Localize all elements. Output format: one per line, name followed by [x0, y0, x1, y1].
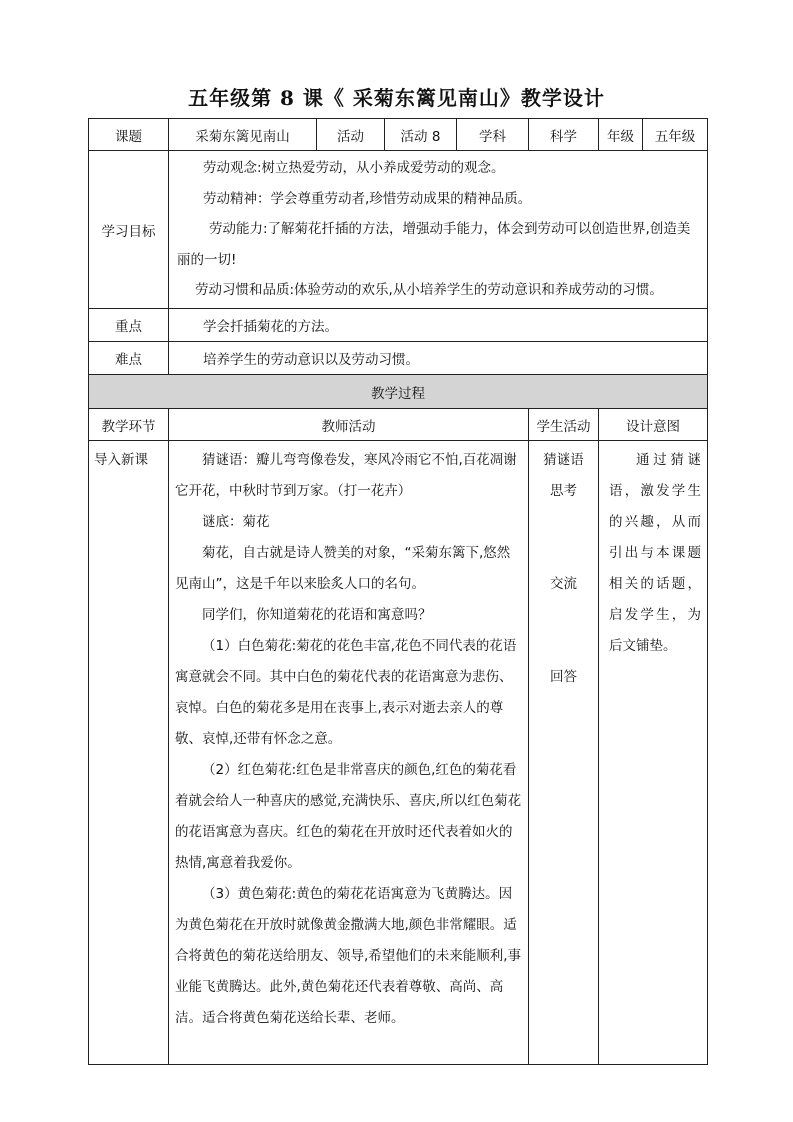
stage-cell	[89, 441, 169, 1065]
student-item: 猜谜语	[543, 452, 584, 468]
difficulty-label: 难点	[89, 342, 169, 375]
col-teacher-header: 教师活动	[169, 409, 529, 441]
teacher-activity-cell	[169, 441, 529, 1065]
difficulty-row	[89, 342, 708, 375]
objective-line: 劳动能力:了解菊花扦插的方法，增强动手能力，体会到劳动可以创造世界,创造美丽的一切!	[177, 221, 691, 268]
process-heading: 教学过程	[89, 375, 708, 409]
activity-value: 活动 8	[385, 119, 457, 151]
objective-line: 劳动观念:树立热爱劳动，从小养成爱劳动的观念。	[203, 160, 505, 176]
grade-value: 五年级	[643, 119, 708, 151]
col-intent-header: 设计意图	[599, 409, 708, 441]
grade-label: 年级	[599, 119, 643, 151]
teacher-paragraph: （1）白色菊花:菊花的花色丰富,花色不同代表的花语寓意就会不同。其中白色的菊花代表的花语寓意为悲伤、哀悼。白色的菊花多是用在丧事上,表示对逝去亲人的尊敬、哀悼,还带有怀念之意。	[175, 638, 517, 747]
lesson-value: 采菊东篱见南山	[169, 119, 317, 151]
stage-text: 导入新课	[94, 452, 148, 468]
design-intent-text: 通过猜谜语，激发学生的兴趣，从而引出与本课题相关的话题，启发学生，为后文铺垫。	[609, 452, 701, 654]
student-item: 交流	[550, 576, 577, 592]
col-stage-header: 教学环节	[89, 409, 169, 441]
subject-value: 科学	[529, 119, 599, 151]
key-point-label: 重点	[89, 309, 169, 342]
teacher-paragraph: 谜底：菊花	[202, 514, 270, 530]
objectives-row	[89, 151, 708, 309]
design-intent-cell	[599, 441, 708, 1065]
key-point-row	[89, 309, 708, 342]
col-student-header: 学生活动	[529, 409, 599, 441]
objective-line: 劳动习惯和品质:体验劳动的欢乐,从小培养学生的劳动意识和养成劳动的习惯。	[195, 282, 663, 298]
student-activity-cell	[529, 441, 599, 1065]
objective-line: 劳动精神：学会尊重劳动者,珍惜劳动成果的精神品质。	[203, 190, 532, 207]
teacher-paragraph: （2）红色菊花:红色是非常喜庆的颜色,红色的菊花看着就会给人一种喜庆的感觉,充满快乐、喜庆,所以红色菊花的花语寓意为喜庆。红色的菊花在开放时还代表着如火的热情,寓意着我爱你。	[175, 762, 522, 871]
teacher-paragraph: 同学们，你知道菊花的花语和寓意吗？	[202, 607, 432, 623]
student-item: 思考	[550, 483, 577, 499]
difficulty-text: 培养学生的劳动意识以及劳动习惯。	[169, 342, 708, 375]
process-columns-row	[89, 409, 708, 441]
process-heading-row	[89, 375, 708, 409]
page-title: 五年级第 8 课《 采菊东篱见南山》教学设计	[188, 86, 605, 110]
teacher-paragraph: （3）黄色菊花:黄色的菊花花语寓意为飞黄腾达。因为黄色菊花在开放时就像黄金撒满大地,颜色非常耀眼。适合将黄色的菊花送给朋友、领导,希望他们的未来能顺利,事业能飞黄腾达。此外,黄色菊花还代表着尊敬、高尚、高洁。适合将黄色菊花送给长辈、老师。	[175, 886, 522, 1026]
teacher-paragraph: 猜谜语：瓣儿弯弯像卷发，寒风冷雨它不怕,百花凋谢它开花，中秋时节到万家。（打一花卉）	[175, 452, 517, 499]
process-row	[89, 441, 708, 1065]
subject-label: 学科	[457, 119, 529, 151]
student-item: 回答	[550, 669, 577, 685]
activity-label: 活动	[317, 119, 385, 151]
key-point-text: 学会扦插菊花的方法。	[169, 309, 708, 342]
header-row	[89, 119, 708, 151]
lesson-plan-table	[88, 118, 708, 1065]
objectives-content	[169, 151, 708, 309]
lesson-label: 课题	[89, 119, 169, 151]
objectives-label: 学习目标	[89, 151, 169, 309]
teacher-paragraph: 菊花，自古就是诗人赞美的对象，“采菊东篱下,悠然见南山”，这是千年以来脍炙人口的名句。	[175, 545, 511, 592]
